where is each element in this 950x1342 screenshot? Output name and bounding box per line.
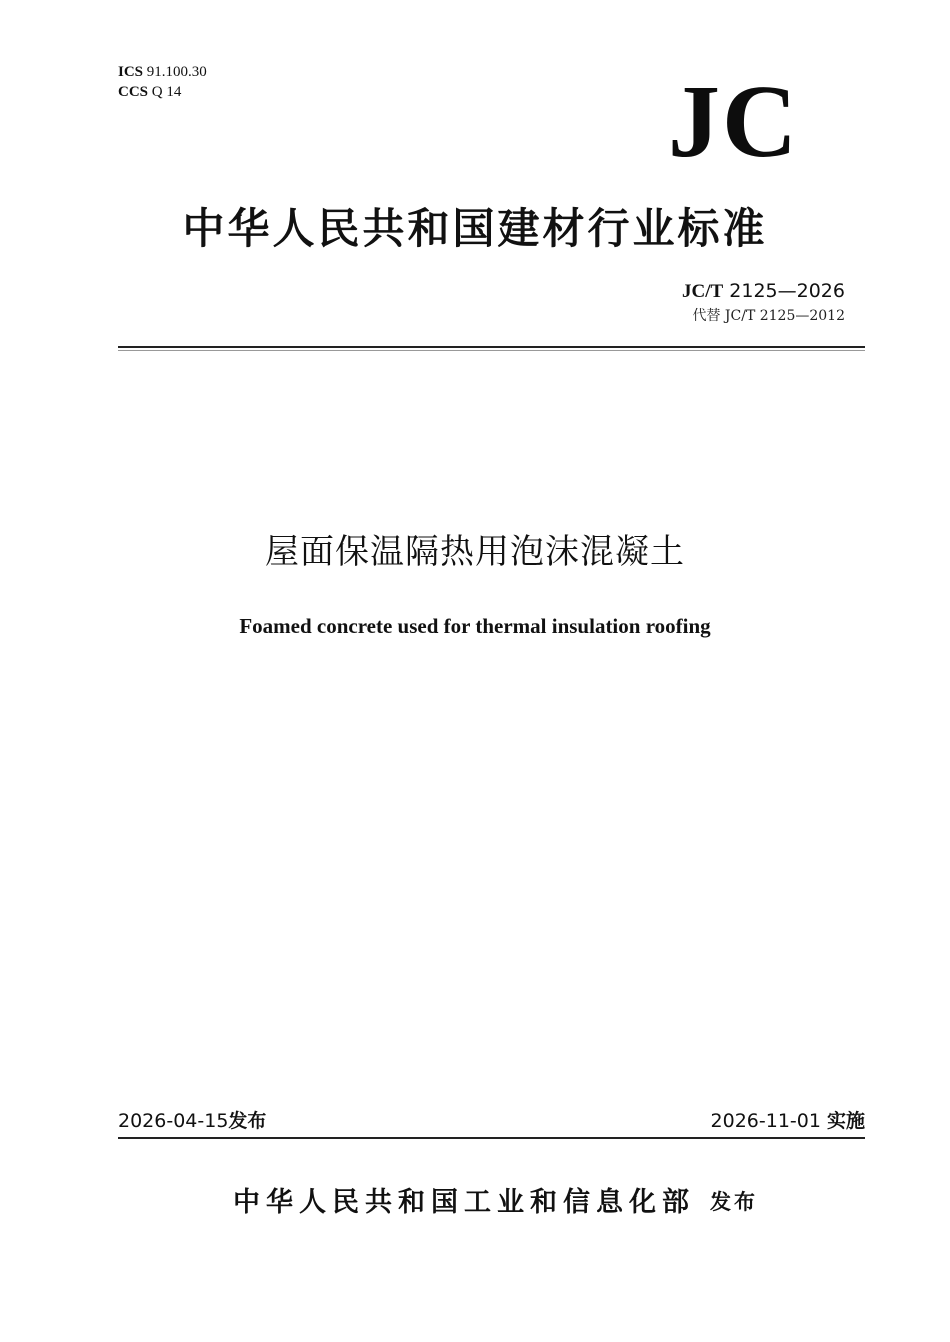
ics-code bbox=[118, 62, 207, 82]
replaces-standard: 代替 JC/T 2125—2012 bbox=[692, 308, 845, 324]
ics-label: ICS bbox=[118, 64, 144, 80]
classification-codes bbox=[118, 62, 207, 102]
footer-divider bbox=[118, 1137, 865, 1139]
implementation-date-label: 实施 bbox=[826, 1110, 865, 1132]
jc-logo: JC bbox=[668, 64, 800, 179]
ccs-code bbox=[118, 82, 207, 102]
publisher: 中华人民共和国工业和信息化部 bbox=[233, 1187, 695, 1218]
document-title-english: Foamed concrete used for thermal insulation roofing bbox=[239, 614, 711, 638]
document-title-chinese: 屋面保温隔热用泡沫混凝土 bbox=[265, 532, 685, 572]
implementation-date bbox=[711, 1106, 865, 1133]
header-divider-thin bbox=[118, 350, 865, 351]
standard-number bbox=[682, 280, 845, 303]
implementation-date-value: 2026-11-01 bbox=[710, 1110, 821, 1132]
ccs-label: CCS bbox=[118, 84, 149, 100]
ccs-value: Q 14 bbox=[151, 84, 182, 100]
ics-value: 91.100.30 bbox=[146, 64, 207, 80]
standard-number-value: 2125—2026 bbox=[729, 280, 845, 302]
header-divider bbox=[118, 346, 865, 348]
issue-date bbox=[118, 1106, 266, 1133]
publisher-action: 发布 bbox=[710, 1189, 758, 1214]
issue-date-value: 2026-04-15 bbox=[118, 1110, 229, 1132]
issue-date-label: 发布 bbox=[228, 1110, 267, 1132]
standard-number-prefix: JC/T bbox=[682, 281, 724, 302]
standard-type-heading: 中华人民共和国建材行业标准 bbox=[182, 204, 768, 253]
